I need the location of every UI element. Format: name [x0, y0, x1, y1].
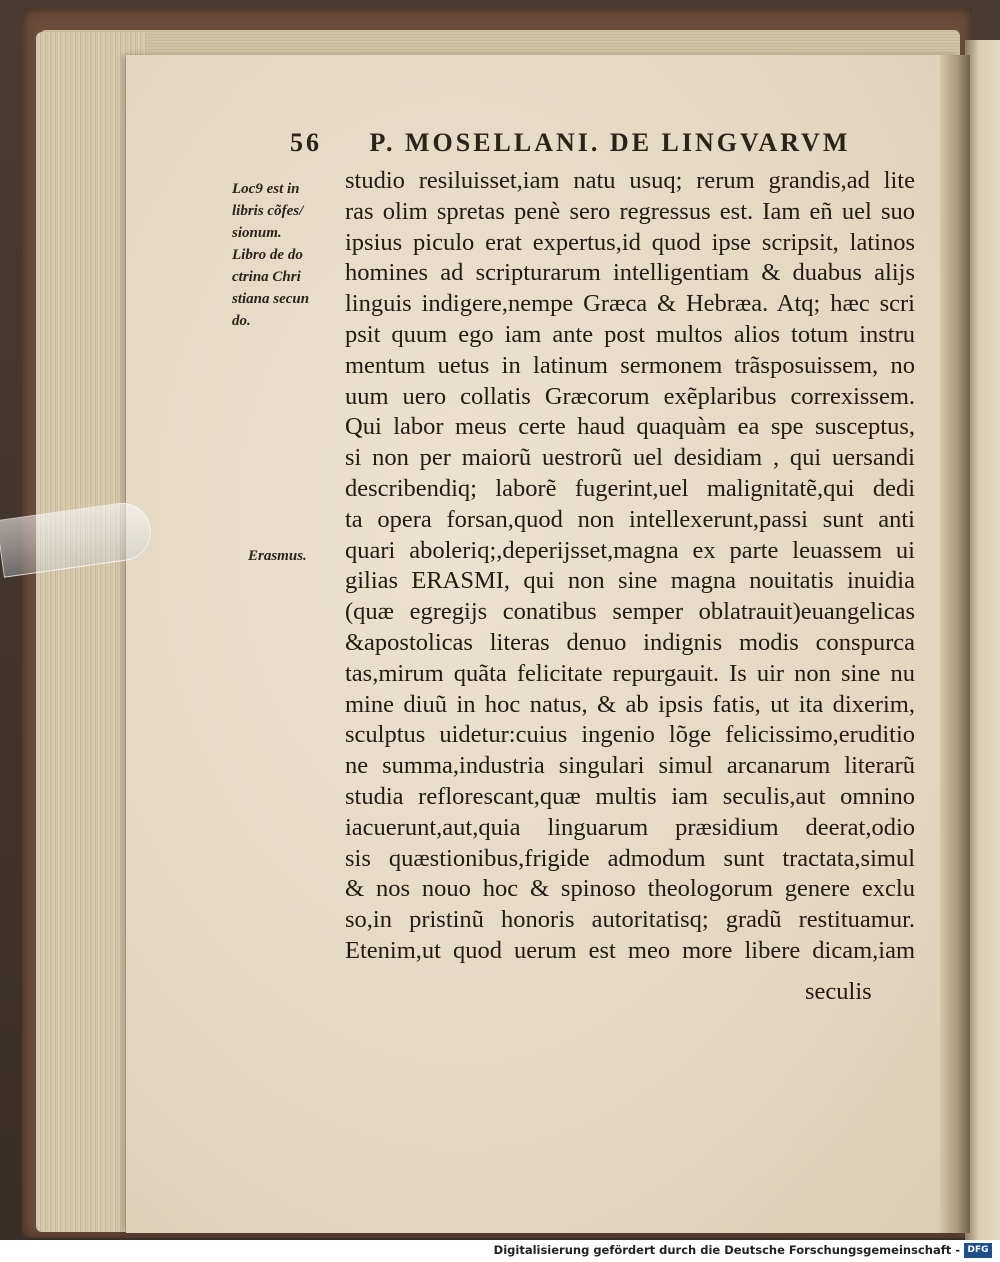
marginal-line: Loc9 est in [232, 181, 300, 197]
text-line: si non per maiorũ uestrorũ uel desidiam , qui uersandi [345, 444, 915, 472]
text-line: gilias ERASMI, qui non sine magna nouitatis inuidia [345, 567, 915, 595]
running-head-title: P. MOSELLANI. DE LINGVARVM [369, 128, 851, 157]
text-line: sis quæstionibus,frigide admodum sunt tractata,simul [345, 844, 915, 872]
body-text [345, 166, 915, 967]
text-line: iacuerunt,aut,quia linguarum præsidium deerat,odio [345, 813, 915, 841]
footer-credit: Digitalisierung gefördert durch die Deutsche Forschungsgemeinschaft - [493, 1243, 960, 1257]
text-line: studio resiluisset,iam natu usuq; rerum grandis,ad lite [345, 167, 915, 194]
text-line: &apostolicas literas denuo indignis modis conspurca [345, 628, 915, 656]
marginal-line: libris cõfes/ [232, 203, 304, 219]
marginal-note-erasmus [248, 545, 348, 567]
text-line: & nos nouo hoc & spinoso theologorum genere exclu [345, 875, 915, 903]
marginal-line: stiana secun [232, 291, 310, 307]
text-line: psit quum ego iam ante post multos alios totum instru [345, 320, 915, 348]
text-line: sculptus uidetur:cuius ingenio lõge felicissimo,eruditio [345, 721, 915, 749]
marginal-line: sionum. [232, 225, 282, 241]
marginal-note-confessions [232, 178, 342, 332]
text-line: studia reflorescant,quæ multis iam seculis,aut omnino [345, 782, 915, 810]
page-gutter [940, 55, 970, 1233]
text-line: ta opera forsan,quod non intellexerunt,passi sunt anti [345, 505, 915, 533]
text-line: tas,mirum quãta felicitate repurgauit. Is uir non sine nu [345, 659, 915, 687]
marginal-line: do. [232, 313, 251, 329]
footer-bar [0, 1240, 1000, 1262]
text-line: ras olim spretas penè sero regressus est. Iam eñ uel suo [345, 197, 915, 225]
running-head [290, 128, 870, 158]
text-line: Etenim,ut quod uerum est meo more libere dicam,iam [345, 936, 915, 964]
text-line: describendiq; laborẽ fugerint,uel malignitatẽ,qui dedi [345, 474, 915, 502]
text-line: Qui labor meus certe haud quaquàm ea spe susceptus, [345, 413, 915, 441]
text-line: mine diuũ in hoc natus, & ab ipsis fatis, ut ita dixerim, [345, 690, 915, 718]
dfg-logo: DFG [964, 1243, 992, 1258]
text-line: uum uero collatis Græcorum exẽplaribus correxissem. [345, 382, 915, 410]
marginal-line: Libro de do [232, 247, 303, 263]
text-line: ne summa,industria singulari simul arcanarum literarũ [345, 752, 915, 780]
text-line: ipsius piculo erat expertus,id quod ipse scripsit, latinos [345, 228, 915, 256]
text-line: linguis indigere,nempe Græca & Hebræa. Atq; hæc scri [345, 290, 915, 318]
text-line: (quæ egregijs conatibus semper oblatrauit)euangelicas [345, 598, 915, 626]
page-number: 56 [290, 128, 322, 157]
text-line: quari aboleriq;,deperijsset,magna ex parte leuassem ui [345, 536, 915, 564]
facing-page-edge [965, 40, 1000, 1240]
marginal-line: ctrina Chri [232, 269, 301, 285]
catchword: seculis [805, 978, 872, 1005]
marginal-line: Erasmus. [248, 548, 307, 564]
text-line: mentum uetus in latinum sermonem trãsposuissem, no [345, 351, 915, 379]
text-line: homines ad scripturarum intelligentiam & duabus alijs [345, 259, 915, 287]
text-line: so,in pristinũ honoris autoritatisq; gradũ restituamur. [345, 906, 915, 934]
